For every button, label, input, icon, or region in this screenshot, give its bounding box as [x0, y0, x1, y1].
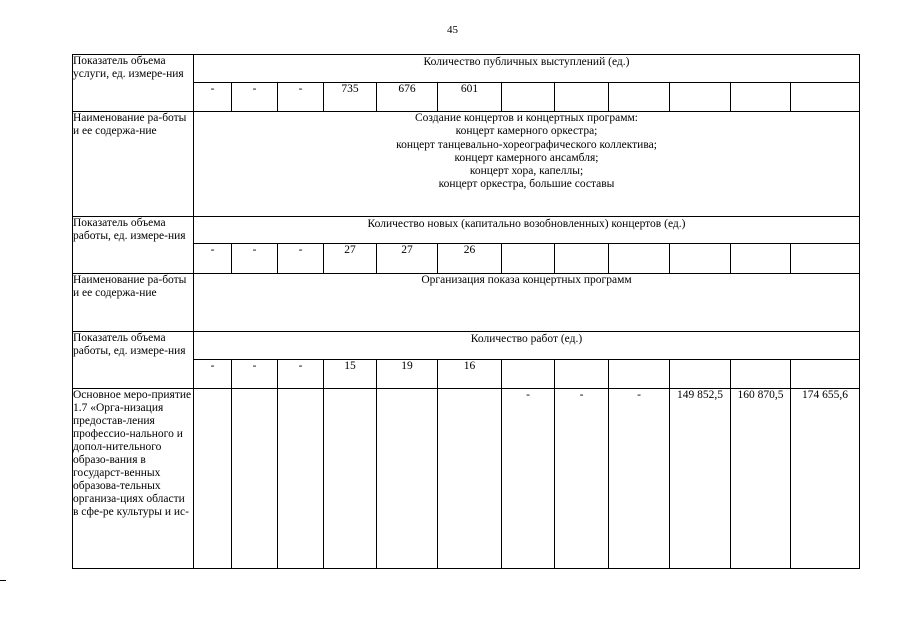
row-label: Показатель объема работы, ед. измере-ния [73, 332, 194, 389]
description-line: концерт оркестра, большие составы [438, 178, 615, 191]
value-cell: 15 [324, 360, 377, 389]
value-cell [555, 360, 609, 389]
value-cell [377, 389, 438, 569]
row-label: Наименование ра-боты и ее содержа-ние [73, 274, 194, 332]
value-cell [502, 360, 555, 389]
table-row [73, 217, 860, 244]
value-cell [609, 83, 670, 112]
description-line: концерт камерного ансамбля; [454, 151, 599, 164]
value-cell: - [232, 244, 278, 274]
indicator-header: Количество новых (капитально возобновленных) концертов (ед.) [194, 217, 860, 244]
row-label: Основное меро-приятие 1.7 «Орга-низация предостав-ления профессио-нального и допол-нительного образо-вания в государст-венных образова-тельных организа-циях области в сфе-ре культуры и ис- [73, 389, 194, 569]
margin-mark [0, 580, 6, 581]
work-description: Организация показа концертных программ [194, 274, 860, 332]
page-number: 45 [447, 24, 458, 36]
table-row [73, 389, 860, 569]
value-cell: - [278, 244, 324, 274]
value-cell: - [194, 83, 232, 112]
program-table [72, 54, 860, 569]
table-row [73, 112, 860, 217]
value-cell: - [278, 83, 324, 112]
row-label: Показатель объема услуги, ед. измере-ния [73, 55, 194, 112]
value-cell [791, 360, 860, 389]
description-line: концерт хора, капеллы; [469, 165, 584, 178]
table-row [73, 332, 860, 360]
value-cell [731, 83, 791, 112]
value-cell: 19 [377, 360, 438, 389]
value-cell [324, 389, 377, 569]
value-cell: - [278, 360, 324, 389]
row-label: Показатель объема работы, ед. измере-ния [73, 217, 194, 274]
value-cell: 676 [377, 83, 438, 112]
work-description [194, 112, 860, 217]
value-cell [791, 83, 860, 112]
value-cell [278, 389, 324, 569]
value-cell [731, 244, 791, 274]
value-cell [609, 360, 670, 389]
value-cell: - [502, 389, 555, 569]
indicator-header: Количество публичных выступлений (ед.) [194, 55, 860, 83]
value-cell: - [609, 389, 670, 569]
value-cell [609, 244, 670, 274]
funding-cell: 174 655,6 [791, 389, 860, 569]
value-cell: - [232, 83, 278, 112]
value-cell [438, 389, 502, 569]
value-cell [555, 244, 609, 274]
value-cell [670, 360, 731, 389]
table-row [73, 274, 860, 332]
value-cell: - [194, 244, 232, 274]
description-line: концерт танцевально-хореографического коллектива; [396, 138, 657, 151]
value-cell: 27 [377, 244, 438, 274]
value-cell: 735 [324, 83, 377, 112]
value-cell [502, 244, 555, 274]
value-cell: 27 [324, 244, 377, 274]
description-line: Создание концертов и концертных программ: [415, 112, 638, 124]
value-cell [232, 389, 278, 569]
value-cell: - [232, 360, 278, 389]
value-cell: - [555, 389, 609, 569]
value-cell [194, 389, 232, 569]
value-cell: - [194, 360, 232, 389]
value-cell: 26 [438, 244, 502, 274]
value-cell [670, 244, 731, 274]
value-cell [502, 83, 555, 112]
value-cell [731, 360, 791, 389]
funding-cell: 149 852,5 [670, 389, 731, 569]
value-cell [791, 244, 860, 274]
value-cell: 601 [438, 83, 502, 112]
table-row [73, 55, 860, 83]
row-label: Наименование ра-боты и ее содержа-ние [73, 112, 194, 217]
value-cell: 16 [438, 360, 502, 389]
value-cell [555, 83, 609, 112]
indicator-header: Количество работ (ед.) [194, 332, 860, 360]
description-line: концерт камерного оркестра; [455, 125, 598, 138]
funding-cell: 160 870,5 [731, 389, 791, 569]
value-cell [670, 83, 731, 112]
